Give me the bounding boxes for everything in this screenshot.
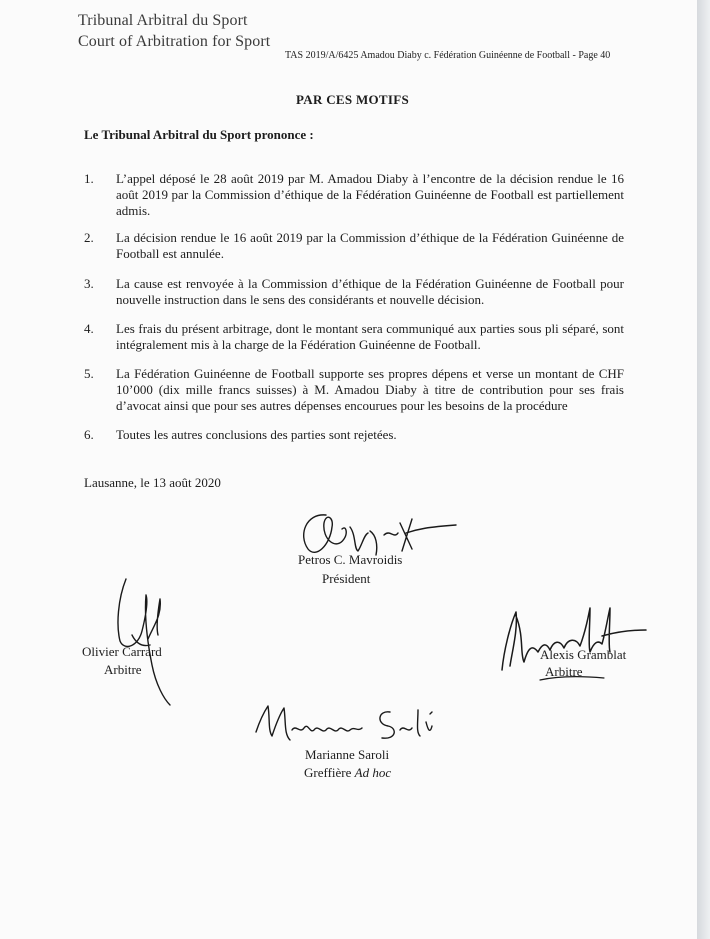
ruling-item-number: 5. <box>84 366 94 381</box>
page-shadow-edge <box>697 0 710 939</box>
clerk-signature <box>250 700 450 748</box>
ruling-item-number: 4. <box>84 321 94 336</box>
ruling-item <box>84 321 624 353</box>
arbiter-right-signature-underline <box>538 672 608 686</box>
ruling-item-text: Les frais du présent arbitrage, dont le montant sera communiqué aux parties sous pli séparé, sont intégralement mis à la charge de la Fédération Guinéenne de Football. <box>116 321 624 352</box>
ruling-item-text: La Fédération Guinéenne de Football supporte ses propres dépens et verse un montant de CHF 10’000 (dix mille francs suisses) à M. Amadou Diaby à titre de contribution pour ses frais d’avocat ainsi que pour ses autres dépenses encourues pour les besoins de la procédure <box>116 366 624 413</box>
ruling-item-text: Toutes les autres conclusions des parties sont rejetées. <box>116 427 397 442</box>
arbiter-right-name: Alexis Gramblat <box>540 647 627 662</box>
clerk-title-adhoc: Ad hoc <box>354 765 392 780</box>
clerk-title <box>304 765 391 781</box>
ruling-item <box>84 366 624 414</box>
section-title: PAR CES MOTIFS <box>296 92 410 107</box>
ruling-item <box>84 230 624 262</box>
ruling-item <box>84 171 624 219</box>
clerk-title-prefix: Greffière <box>304 765 355 780</box>
ruling-item <box>84 427 624 443</box>
header-org-english: Court of Arbitration for Sport <box>78 33 271 50</box>
arbiter-left-title: Arbitre <box>104 662 142 677</box>
president-title: Président <box>322 571 371 586</box>
ruling-item-text: L’appel déposé le 28 août 2019 par M. Amadou Diaby à l’encontre de la décision rendue le 16 août 2019 par la Commission d’éthique de la Fédération Guinéenne de Football est partiellement admis. <box>116 171 624 218</box>
president-name: Petros C. Mavroidis <box>298 552 403 567</box>
ruling-intro: Le Tribunal Arbitral du Sport prononce : <box>84 127 314 142</box>
header-case-reference: TAS 2019/A/6425 Amadou Diaby c. Fédération Guinéenne de Football - Page 40 <box>285 50 611 61</box>
header-org-french: Tribunal Arbitral du Sport <box>78 12 248 29</box>
ruling-item-number: 6. <box>84 427 94 442</box>
arbiter-left-name: Olivier Carrard <box>82 644 162 659</box>
arbiter-left-signature <box>112 575 192 710</box>
ruling-item-text: La cause est renvoyée à la Commission d’éthique de la Fédération Guinéenne de Football pour nouvelle instruction dans le sens des considérants et nouvelle décision. <box>116 276 624 307</box>
ruling-item-text: La décision rendue le 16 août 2019 par la Commission d’éthique de la Fédération Guinéenne de Football est annulée. <box>116 230 624 261</box>
arbiter-right-title: Arbitre <box>545 664 583 679</box>
place-and-date: Lausanne, le 13 août 2020 <box>84 475 221 490</box>
ruling-item <box>84 276 624 308</box>
ruling-item-number: 2. <box>84 230 94 245</box>
ruling-item-number: 3. <box>84 276 94 291</box>
ruling-item-number: 1. <box>84 171 94 186</box>
clerk-name: Marianne Saroli <box>305 747 390 762</box>
